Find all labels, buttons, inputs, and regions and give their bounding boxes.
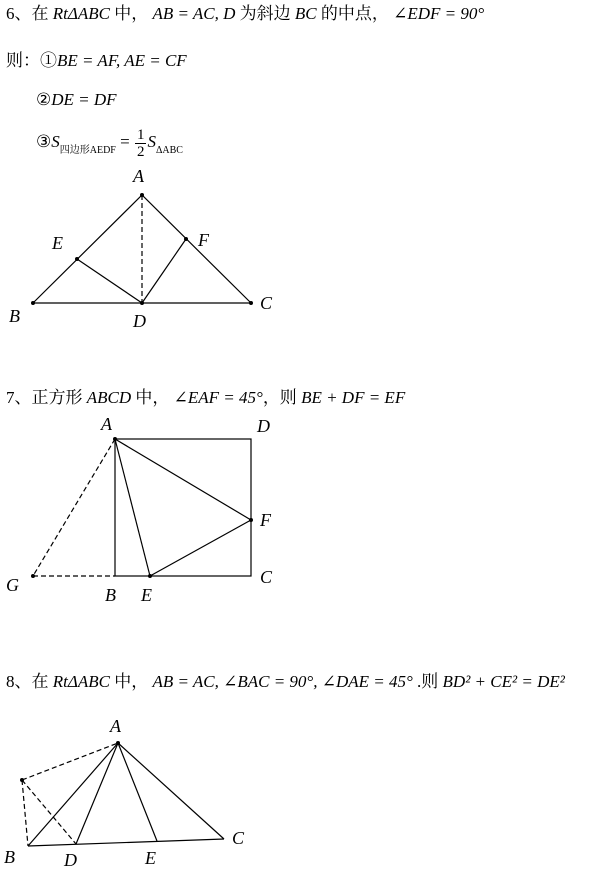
problem-6-conclusion-1 bbox=[6, 50, 187, 72]
problem-7-figure bbox=[0, 414, 606, 614]
label-f: F bbox=[260, 510, 271, 530]
problem-7-statement bbox=[6, 387, 405, 409]
point-f bbox=[249, 518, 253, 522]
label-c: C bbox=[260, 567, 273, 587]
text: 8、在 bbox=[6, 672, 53, 691]
point-d bbox=[140, 301, 144, 305]
text: 的中点， bbox=[316, 4, 394, 23]
dashed-top bbox=[22, 743, 118, 780]
math: AB = AC, D bbox=[152, 4, 236, 23]
then-label: 则： bbox=[6, 51, 40, 70]
segment-ac bbox=[118, 743, 224, 839]
circle-number: ② bbox=[36, 90, 52, 109]
label-a: A bbox=[101, 414, 112, 434]
label-d: D bbox=[257, 416, 270, 436]
label-d: D bbox=[133, 311, 146, 331]
label-a: A bbox=[133, 166, 144, 186]
segment-de bbox=[77, 259, 142, 303]
segment-ae bbox=[115, 439, 150, 576]
math: BC bbox=[294, 4, 317, 23]
math: DE = DF bbox=[51, 90, 117, 109]
point-b bbox=[31, 301, 35, 305]
label-c: C bbox=[260, 293, 273, 313]
segment-ae bbox=[118, 743, 157, 841]
math: ∠EDF = 90° bbox=[393, 4, 485, 23]
dashed-diag bbox=[22, 780, 76, 844]
problem-6-statement bbox=[6, 3, 484, 25]
math: BE + DF = EF bbox=[301, 388, 406, 407]
point-aux bbox=[20, 778, 24, 782]
fraction bbox=[135, 127, 147, 160]
text: .则 bbox=[412, 672, 443, 691]
problem-6-conclusion-2 bbox=[36, 89, 117, 111]
problem-8-figure bbox=[0, 710, 606, 870]
math: RtΔABC bbox=[52, 672, 110, 691]
math: S bbox=[51, 132, 60, 151]
point-a bbox=[140, 193, 144, 197]
point-g bbox=[31, 574, 35, 578]
math: BD² + CE² = DE² bbox=[442, 672, 565, 691]
circle-number: ① bbox=[40, 51, 57, 70]
text: 中， bbox=[131, 388, 174, 407]
text: 中， bbox=[109, 4, 153, 23]
math: S bbox=[147, 132, 156, 151]
segment-ef bbox=[150, 520, 251, 576]
denominator: 2 bbox=[136, 143, 145, 160]
text: 6、在 bbox=[6, 4, 53, 23]
point-e bbox=[148, 574, 152, 578]
numerator: 1 bbox=[136, 126, 145, 143]
label-d: D bbox=[64, 850, 77, 870]
circle-number: ③ bbox=[36, 132, 52, 151]
text: 中， bbox=[109, 672, 153, 691]
text: 7、正方形 bbox=[6, 388, 87, 407]
label-c: C bbox=[232, 828, 245, 848]
math: ∠EAF = 45° bbox=[173, 388, 263, 407]
subscript: 四边形AEDF bbox=[59, 145, 116, 156]
segment-bc bbox=[28, 839, 224, 846]
label-g: G bbox=[6, 575, 19, 595]
label-b: B bbox=[9, 306, 20, 326]
math: BE = AF, AE = CF bbox=[57, 51, 187, 70]
label-f: F bbox=[198, 230, 209, 250]
problem-8-statement bbox=[6, 671, 565, 693]
math: ABCD bbox=[86, 388, 132, 407]
label-b: B bbox=[4, 847, 15, 867]
point-f bbox=[184, 237, 188, 241]
label-a: A bbox=[110, 716, 121, 736]
subscript: ΔABC bbox=[155, 145, 183, 156]
label-e: E bbox=[141, 585, 152, 605]
math: AB = AC, ∠BAC = 90°, ∠DAE = 45° bbox=[152, 672, 413, 691]
point-a bbox=[116, 741, 120, 745]
text: 为斜边 bbox=[235, 4, 295, 23]
text: = bbox=[115, 132, 134, 151]
label-e: E bbox=[145, 848, 156, 868]
segment-df bbox=[142, 239, 186, 303]
segment-ab bbox=[28, 743, 118, 846]
point-c bbox=[249, 301, 253, 305]
point-e bbox=[75, 257, 79, 261]
point-a bbox=[113, 437, 117, 441]
text: ，则 bbox=[262, 388, 302, 407]
problem-6-conclusion-3 bbox=[36, 124, 183, 163]
segment-af bbox=[115, 439, 251, 520]
math: RtΔABC bbox=[52, 4, 110, 23]
dashed-left bbox=[22, 780, 28, 846]
label-b: B bbox=[105, 585, 116, 605]
segment-ad bbox=[76, 743, 118, 844]
label-e: E bbox=[52, 233, 63, 253]
segment-ag bbox=[33, 439, 115, 576]
